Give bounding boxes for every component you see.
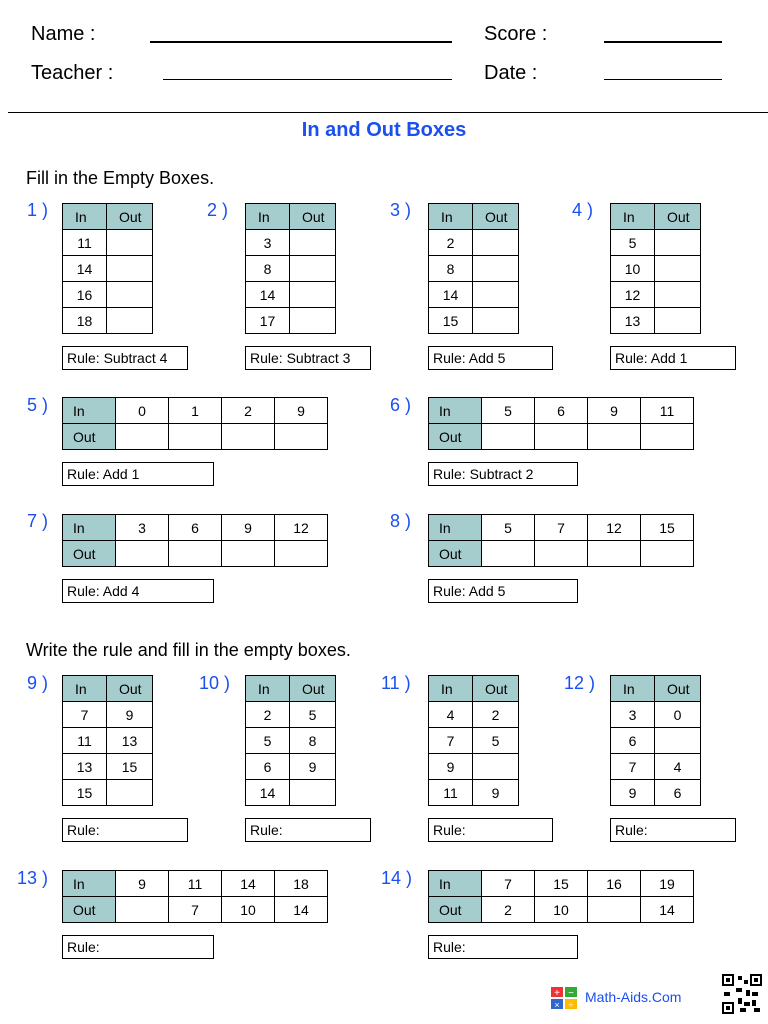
in-out-table <box>62 397 328 450</box>
out-cell[interactable] <box>473 256 519 282</box>
in-cell: 5 <box>246 728 290 754</box>
out-cell[interactable] <box>473 282 519 308</box>
out-header: Out <box>290 676 336 702</box>
in-cell: 3 <box>611 702 655 728</box>
in-cell: 5 <box>482 398 535 424</box>
out-header: Out <box>107 204 153 230</box>
in-header: In <box>429 676 473 702</box>
in-cell: 11 <box>169 871 222 897</box>
in-cell: 11 <box>429 780 473 806</box>
in-cell: 13 <box>611 308 655 334</box>
in-cell: 14 <box>63 256 107 282</box>
in-header: In <box>429 204 473 230</box>
out-cell[interactable] <box>107 282 153 308</box>
in-cell: 11 <box>63 230 107 256</box>
out-cell[interactable] <box>655 308 701 334</box>
problem-number: 1 ) <box>27 200 49 220</box>
in-cell: 1 <box>169 398 222 424</box>
out-cell: 9 <box>107 702 153 728</box>
in-header: In <box>429 515 482 541</box>
rule-box[interactable]: Rule: <box>245 818 371 842</box>
in-out-table <box>428 675 519 806</box>
problem-number: 14 ) <box>381 868 413 888</box>
out-header: Out <box>429 424 482 450</box>
svg-text:+: + <box>554 988 560 999</box>
in-cell: 6 <box>611 728 655 754</box>
out-cell: 5 <box>473 728 519 754</box>
in-cell: 12 <box>275 515 328 541</box>
rule-box[interactable]: Rule: <box>428 818 553 842</box>
out-cell[interactable] <box>641 541 694 567</box>
in-cell: 10 <box>611 256 655 282</box>
in-cell: 17 <box>246 308 290 334</box>
teacher-label: Teacher : <box>31 62 114 84</box>
problem-number: 3 ) <box>390 200 412 220</box>
in-cell: 12 <box>611 282 655 308</box>
in-header: In <box>63 676 107 702</box>
in-cell: 3 <box>116 515 169 541</box>
out-cell[interactable] <box>290 780 336 806</box>
problem-number: 10 ) <box>199 673 231 693</box>
score-label: Score : <box>484 23 548 45</box>
in-cell: 8 <box>246 256 290 282</box>
out-header: Out <box>429 897 482 923</box>
name-label: Name : <box>31 23 96 45</box>
out-cell[interactable] <box>222 541 275 567</box>
in-header: In <box>429 398 482 424</box>
in-cell: 14 <box>246 282 290 308</box>
in-out-table <box>428 870 694 923</box>
in-out-table <box>610 203 701 334</box>
out-cell: 10 <box>535 897 588 923</box>
rule-box[interactable]: Rule: <box>62 818 188 842</box>
out-cell[interactable] <box>107 308 153 334</box>
in-cell: 18 <box>63 308 107 334</box>
out-cell[interactable] <box>473 308 519 334</box>
in-header: In <box>611 204 655 230</box>
name-field[interactable] <box>150 41 452 43</box>
rule-box[interactable]: Rule: <box>610 818 736 842</box>
rule-box: Rule: Add 1 <box>610 346 736 370</box>
out-cell[interactable] <box>116 897 169 923</box>
in-cell: 2 <box>246 702 290 728</box>
out-cell[interactable] <box>588 541 641 567</box>
out-cell: 9 <box>290 754 336 780</box>
in-cell: 6 <box>535 398 588 424</box>
in-out-table <box>62 203 153 334</box>
out-cell[interactable] <box>535 424 588 450</box>
in-cell: 5 <box>611 230 655 256</box>
rule-box: Rule: Subtract 4 <box>62 346 188 370</box>
in-cell: 11 <box>641 398 694 424</box>
in-cell: 15 <box>535 871 588 897</box>
svg-text:×: × <box>554 1000 560 1009</box>
in-out-table <box>428 203 519 334</box>
out-cell[interactable] <box>169 424 222 450</box>
in-out-table <box>610 675 701 806</box>
out-cell[interactable] <box>290 308 336 334</box>
in-cell: 9 <box>222 515 275 541</box>
out-cell: 2 <box>482 897 535 923</box>
out-header: Out <box>63 424 116 450</box>
problem-number: 12 ) <box>564 673 596 693</box>
out-cell: 13 <box>107 728 153 754</box>
in-cell: 15 <box>63 780 107 806</box>
out-header: Out <box>63 541 116 567</box>
out-cell: 7 <box>169 897 222 923</box>
teacher-field[interactable] <box>163 79 452 80</box>
out-header: Out <box>290 204 336 230</box>
section-fill-heading: Fill in the Empty Boxes. <box>26 168 215 188</box>
in-cell: 0 <box>116 398 169 424</box>
out-cell[interactable] <box>655 230 701 256</box>
out-cell[interactable] <box>169 541 222 567</box>
rule-box: Rule: Add 5 <box>428 579 578 603</box>
out-cell[interactable] <box>482 541 535 567</box>
out-cell[interactable] <box>222 424 275 450</box>
out-header: Out <box>473 204 519 230</box>
out-cell: 10 <box>222 897 275 923</box>
in-cell: 9 <box>429 754 473 780</box>
in-out-table <box>62 675 153 806</box>
out-cell: 14 <box>275 897 328 923</box>
in-cell: 16 <box>588 871 641 897</box>
in-cell: 14 <box>222 871 275 897</box>
in-header: In <box>63 398 116 424</box>
rule-box: Rule: Subtract 2 <box>428 462 578 486</box>
in-cell: 7 <box>63 702 107 728</box>
out-cell[interactable] <box>116 541 169 567</box>
out-cell: 0 <box>655 702 701 728</box>
problem-number: 4 ) <box>572 200 594 220</box>
out-cell: 9 <box>473 780 519 806</box>
in-cell: 4 <box>429 702 473 728</box>
out-header: Out <box>655 676 701 702</box>
in-header: In <box>246 204 290 230</box>
out-header: Out <box>107 676 153 702</box>
out-cell: 14 <box>641 897 694 923</box>
in-out-table <box>62 870 328 923</box>
in-cell: 19 <box>641 871 694 897</box>
out-cell[interactable] <box>290 282 336 308</box>
in-header: In <box>63 515 116 541</box>
in-out-table <box>428 397 694 450</box>
in-cell: 14 <box>429 282 473 308</box>
out-header: Out <box>655 204 701 230</box>
in-header: In <box>611 676 655 702</box>
in-cell: 13 <box>63 754 107 780</box>
out-cell[interactable] <box>655 728 701 754</box>
rule-box[interactable]: Rule: <box>62 935 214 959</box>
in-cell: 6 <box>169 515 222 541</box>
in-cell: 7 <box>429 728 473 754</box>
in-cell: 3 <box>246 230 290 256</box>
in-cell: 7 <box>482 871 535 897</box>
in-out-table <box>245 675 336 806</box>
in-cell: 5 <box>482 515 535 541</box>
problem-number: 13 ) <box>17 868 49 888</box>
in-cell: 18 <box>275 871 328 897</box>
problem-number: 8 ) <box>390 511 412 531</box>
out-cell[interactable] <box>473 754 519 780</box>
out-cell[interactable] <box>473 230 519 256</box>
date-field[interactable] <box>604 79 722 80</box>
out-cell[interactable] <box>116 424 169 450</box>
out-cell: 6 <box>655 780 701 806</box>
out-cell: 15 <box>107 754 153 780</box>
out-cell[interactable] <box>641 424 694 450</box>
score-field[interactable] <box>604 41 722 43</box>
out-cell[interactable] <box>588 897 641 923</box>
out-cell[interactable] <box>275 424 328 450</box>
footer-site-link[interactable]: Math-Aids.Com <box>585 989 682 1005</box>
in-header: In <box>63 871 116 897</box>
out-header: Out <box>429 541 482 567</box>
rule-box[interactable]: Rule: <box>428 935 578 959</box>
in-cell: 7 <box>611 754 655 780</box>
out-cell[interactable] <box>482 424 535 450</box>
in-cell: 7 <box>535 515 588 541</box>
out-cell: 4 <box>655 754 701 780</box>
out-header: Out <box>63 897 116 923</box>
in-cell: 15 <box>429 308 473 334</box>
in-header: In <box>63 204 107 230</box>
out-cell: 2 <box>473 702 519 728</box>
in-header: In <box>246 676 290 702</box>
out-cell[interactable] <box>275 541 328 567</box>
in-cell: 9 <box>611 780 655 806</box>
out-cell[interactable] <box>290 230 336 256</box>
in-out-table <box>428 514 694 567</box>
calculator-icon <box>551 987 577 1009</box>
date-label: Date : <box>484 62 538 84</box>
in-cell: 2 <box>429 230 473 256</box>
out-cell[interactable] <box>588 424 641 450</box>
out-cell[interactable] <box>655 256 701 282</box>
in-cell: 8 <box>429 256 473 282</box>
rule-box: Rule: Add 5 <box>428 346 553 370</box>
problem-number: 5 ) <box>27 395 49 415</box>
in-cell: 11 <box>63 728 107 754</box>
out-cell[interactable] <box>107 780 153 806</box>
out-cell: 5 <box>290 702 336 728</box>
in-cell: 16 <box>63 282 107 308</box>
in-cell: 9 <box>116 871 169 897</box>
in-out-table <box>245 203 336 334</box>
page-title: In and Out Boxes <box>301 119 467 141</box>
in-header: In <box>429 871 482 897</box>
header-divider <box>8 112 768 113</box>
in-out-table <box>62 514 328 567</box>
out-cell[interactable] <box>107 256 153 282</box>
in-cell: 12 <box>588 515 641 541</box>
rule-box: Rule: Add 1 <box>62 462 214 486</box>
problem-number: 11 ) <box>381 673 411 693</box>
in-cell: 2 <box>222 398 275 424</box>
in-cell: 14 <box>246 780 290 806</box>
rule-box: Rule: Subtract 3 <box>245 346 371 370</box>
rule-box: Rule: Add 4 <box>62 579 214 603</box>
out-cell: 8 <box>290 728 336 754</box>
problem-number: 9 ) <box>27 673 49 693</box>
svg-text:÷: ÷ <box>568 1000 574 1009</box>
in-cell: 9 <box>275 398 328 424</box>
out-cell[interactable] <box>290 256 336 282</box>
in-cell: 6 <box>246 754 290 780</box>
out-cell[interactable] <box>535 541 588 567</box>
problem-number: 6 ) <box>390 395 412 415</box>
out-cell[interactable] <box>107 230 153 256</box>
in-cell: 15 <box>641 515 694 541</box>
problem-number: 7 ) <box>27 511 49 531</box>
section-write-heading: Write the rule and fill in the empty boxes. <box>26 640 351 660</box>
out-cell[interactable] <box>655 282 701 308</box>
in-cell: 9 <box>588 398 641 424</box>
out-header: Out <box>473 676 519 702</box>
qr-code-icon <box>722 974 762 1014</box>
svg-text:−: − <box>568 988 574 999</box>
problem-number: 2 ) <box>207 200 229 220</box>
